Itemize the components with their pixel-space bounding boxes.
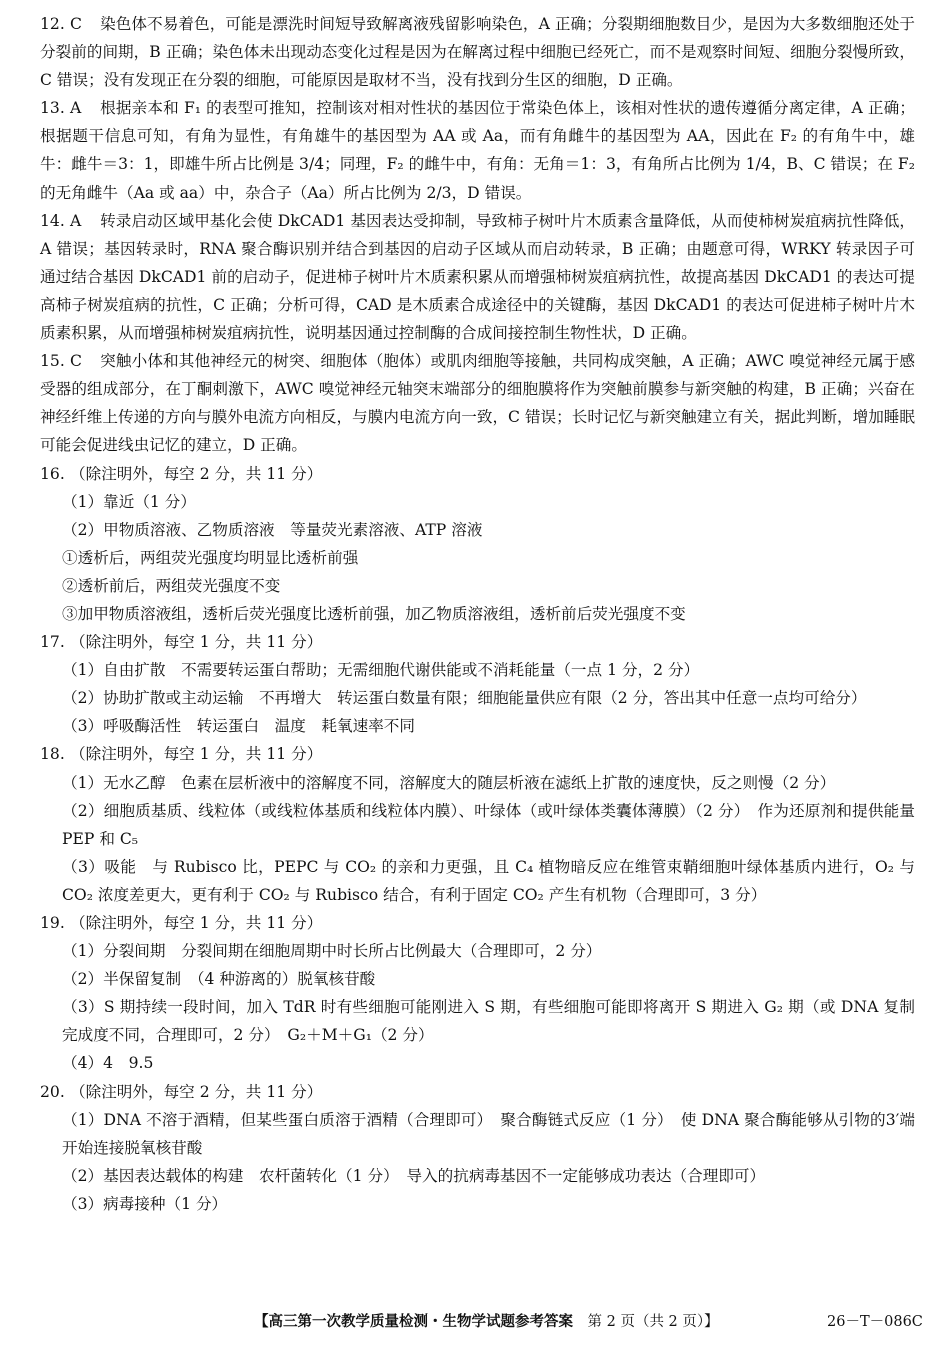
item-number: 14. xyxy=(40,211,65,230)
item-number: 16. xyxy=(40,464,65,483)
item-scoring-note: （除注明外，每空 2 分，共 11 分） xyxy=(70,1082,323,1101)
item-scoring-note: （除注明外，每空 1 分，共 11 分） xyxy=(70,745,323,764)
item-explanation: 突触小体和其他神经元的树突、细胞体（胞体）或肌肉细胞等接触，共同构成突触，A 正确；AWC 嗅觉神经元属于感受器的组成部分，在丁酮刺激下，AWC 嗅觉神经元轴突末端部分的细胞膜将作为突触前膜参与新突触的构建，B 正确；兴奋在神经纤维上传递的方向与膜外电流方向相反，与膜内电流方向一致，C 错误；长时记忆与新突触建立有关，据此判断，增加睡眠可能会促进线虫记忆的建立，D 正确。 xyxy=(40,352,915,455)
item-number: 12. xyxy=(40,15,65,33)
answer-line: ③加甲物质溶液组，透析后荧光强度比透析前强，加乙物质溶液组，透析前后荧光强度不变 xyxy=(62,604,686,623)
answer-line: （1）自由扩散 不需要转运蛋白帮助；无需细胞代谢供能或不消耗能量（一点 1 分，2 分） xyxy=(62,661,700,680)
answer-item-20 xyxy=(40,1078,915,1218)
answer-line: ②透析前后，两组荧光强度不变 xyxy=(62,576,281,595)
footer-title: 【高三第一次教学质量检测・生物学试题参考答案 xyxy=(254,1313,573,1330)
item-number: 19. xyxy=(40,914,65,932)
answer-line: （2）半保留复制 （4 种游离的）脱氧核苷酸 xyxy=(62,970,376,989)
answer-line: （3）病毒接种（1 分） xyxy=(62,1194,228,1213)
item-answer: A xyxy=(70,211,82,230)
answer-line: （3）吸能 与 Rubisco 比，PEPC 与 CO₂ 的亲和力更强，且 C₄ 植物暗反应在维管束鞘细胞叶绿体基质内进行，O₂ 与 CO₂ 浓度差更大，更有利于 CO₂ 与 Rubisco 结合，有利于固定 CO₂ 产生有机物（合理即可，3 分） xyxy=(62,857,915,904)
item-answer: A xyxy=(70,99,82,118)
answer-line: ①透析后，两组荧光强度均明显比透析前强 xyxy=(62,548,359,567)
item-number: 17. xyxy=(40,633,65,652)
answer-item-17 xyxy=(40,628,915,740)
answer-item-12 xyxy=(40,10,915,94)
answer-line: （3）呼吸酶活性 转运蛋白 温度 耗氧速率不同 xyxy=(62,717,415,736)
answer-line: （2）甲物质溶液、乙物质溶液 等量荧光素溶液、ATP 溶液 xyxy=(62,520,483,539)
item-explanation: 根据亲本和 F₁ 的表型可推知，控制该对相对性状的基因位于常染色体上，该相对性状的遗传遵循分离定律，A 正确；根据题干信息可知，有角为显性，有角雄牛的基因型为 AA 或 Aa，而有角雌牛的基因型为 AA，因此在 F₂ 的有角牛中，雄牛：雌牛＝3：1，即雄牛所占比例是 3/4；同理，F₂ 的雌牛中，有角：无角＝1：3，有角所占比例为 1/4，B、C 错误；在 F₂ 的无角雌牛（Aa 或 aa）中，杂合子（Aa）所占比例为 2/3，D 错误。 xyxy=(40,99,915,202)
item-number: 15. xyxy=(40,352,65,371)
item-scoring-note: （除注明外，每空 2 分，共 11 分） xyxy=(70,464,323,483)
answer-line: （1）靠近（1 分） xyxy=(62,492,196,511)
item-answer: C xyxy=(70,352,82,371)
answer-item-14 xyxy=(40,207,915,347)
item-explanation: 转录启动区域甲基化会使 DkCAD1 基因表达受抑制，导致柿子树叶片木质素含量降低，从而使柿树炭疽病抗性降低，A 错误；基因转录时，RNA 聚合酶识别并结合到基因的启动子区域从而启动转录，B 正确；由题意可得，WRKY 转录因子可通过结合基因 DkCAD1 前的启动子，促进柿子树叶片木质素积累从而增强柿树炭疽病抗性，故提高基因 DkCAD1 的表达可提高柿子树炭疽病的抗性，C 正确；分析可得，CAD 是木质素合成途径中的关键酶，基因 DkCAD1 的表达可促进柿子树叶片木质素积累，从而增强柿树炭疽病抗性，说明基因通过控制酶的合成间接控制生物性状，D 正确。 xyxy=(40,211,915,343)
item-number: 13. xyxy=(40,99,65,118)
answer-line: （2）基因表达载体的构建 农杆菌转化（1 分） 导入的抗病毒基因不一定能够成功表达（合理即可） xyxy=(62,1166,766,1185)
item-answer: C xyxy=(70,15,82,33)
footer-title-group xyxy=(254,1310,719,1334)
item-explanation: 染色体不易着色，可能是漂洗时间短导致解离液残留影响染色，A 正确；分裂期细胞数目少，是因为大多数细胞还处于分裂前的间期，B 正确；染色体未出现动态变化过程是因为在解离过程中细胞已经死亡，而不是观察时间短、细胞分裂慢所致，C 错误；没有发现正在分裂的细胞，可能原因是取材不当，没有找到分生区的细胞，D 正确。 xyxy=(40,15,915,90)
answer-line: （1）无水乙醇 色素在层析液中的溶解度不同，溶解度大的随层析液在滤纸上扩散的速度快，反之则慢（2 分） xyxy=(62,773,836,792)
page-footer xyxy=(0,1310,950,1334)
answer-line: （4）4 9.5 xyxy=(62,1054,154,1073)
answer-item-16 xyxy=(40,460,915,629)
answer-line: （2）细胞质基质、线粒体（或线粒体基质和线粒体内膜）、叶绿体（或叶绿体类囊体薄膜）（2 分） 作为还原剂和提供能量 PEP 和 C₅ xyxy=(62,801,931,848)
answer-item-15 xyxy=(40,347,915,459)
answer-page xyxy=(40,10,931,1218)
footer-doc-code: 26－T－086C xyxy=(827,1314,923,1330)
item-number: 20. xyxy=(40,1082,65,1101)
item-number: 18. xyxy=(40,745,65,764)
answer-item-13 xyxy=(40,94,915,206)
item-scoring-note: （除注明外，每空 1 分，共 11 分） xyxy=(70,914,323,932)
footer-page-number: 第 2 页（共 2 页）】 xyxy=(587,1314,719,1330)
answer-item-18 xyxy=(40,740,931,909)
item-scoring-note: （除注明外，每空 1 分，共 11 分） xyxy=(70,633,323,652)
answer-line: （1）DNA 不溶于酒精，但某些蛋白质溶于酒精（合理即可） 聚合酶链式反应（1 分） 使 DNA 聚合酶能够从引物的3′端开始连接脱氧核苷酸 xyxy=(62,1110,915,1157)
answer-line: （3）S 期持续一段时间，加入 TdR 时有些细胞可能刚进入 S 期，有些细胞可能即将离开 S 期进入 G₂ 期（或 DNA 复制完成度不同，合理即可，2 分） G₂＋M＋G₁（2 分） xyxy=(62,998,915,1045)
answer-line: （1）分裂间期 分裂间期在细胞周期中时长所占比例最大（合理即可，2 分） xyxy=(62,942,602,961)
answer-item-19 xyxy=(40,909,915,1078)
answer-line: （2）协助扩散或主动运输 不再增大 转运蛋白数量有限；细胞能量供应有限（2 分，答出其中任意一点均可给分） xyxy=(62,689,867,708)
